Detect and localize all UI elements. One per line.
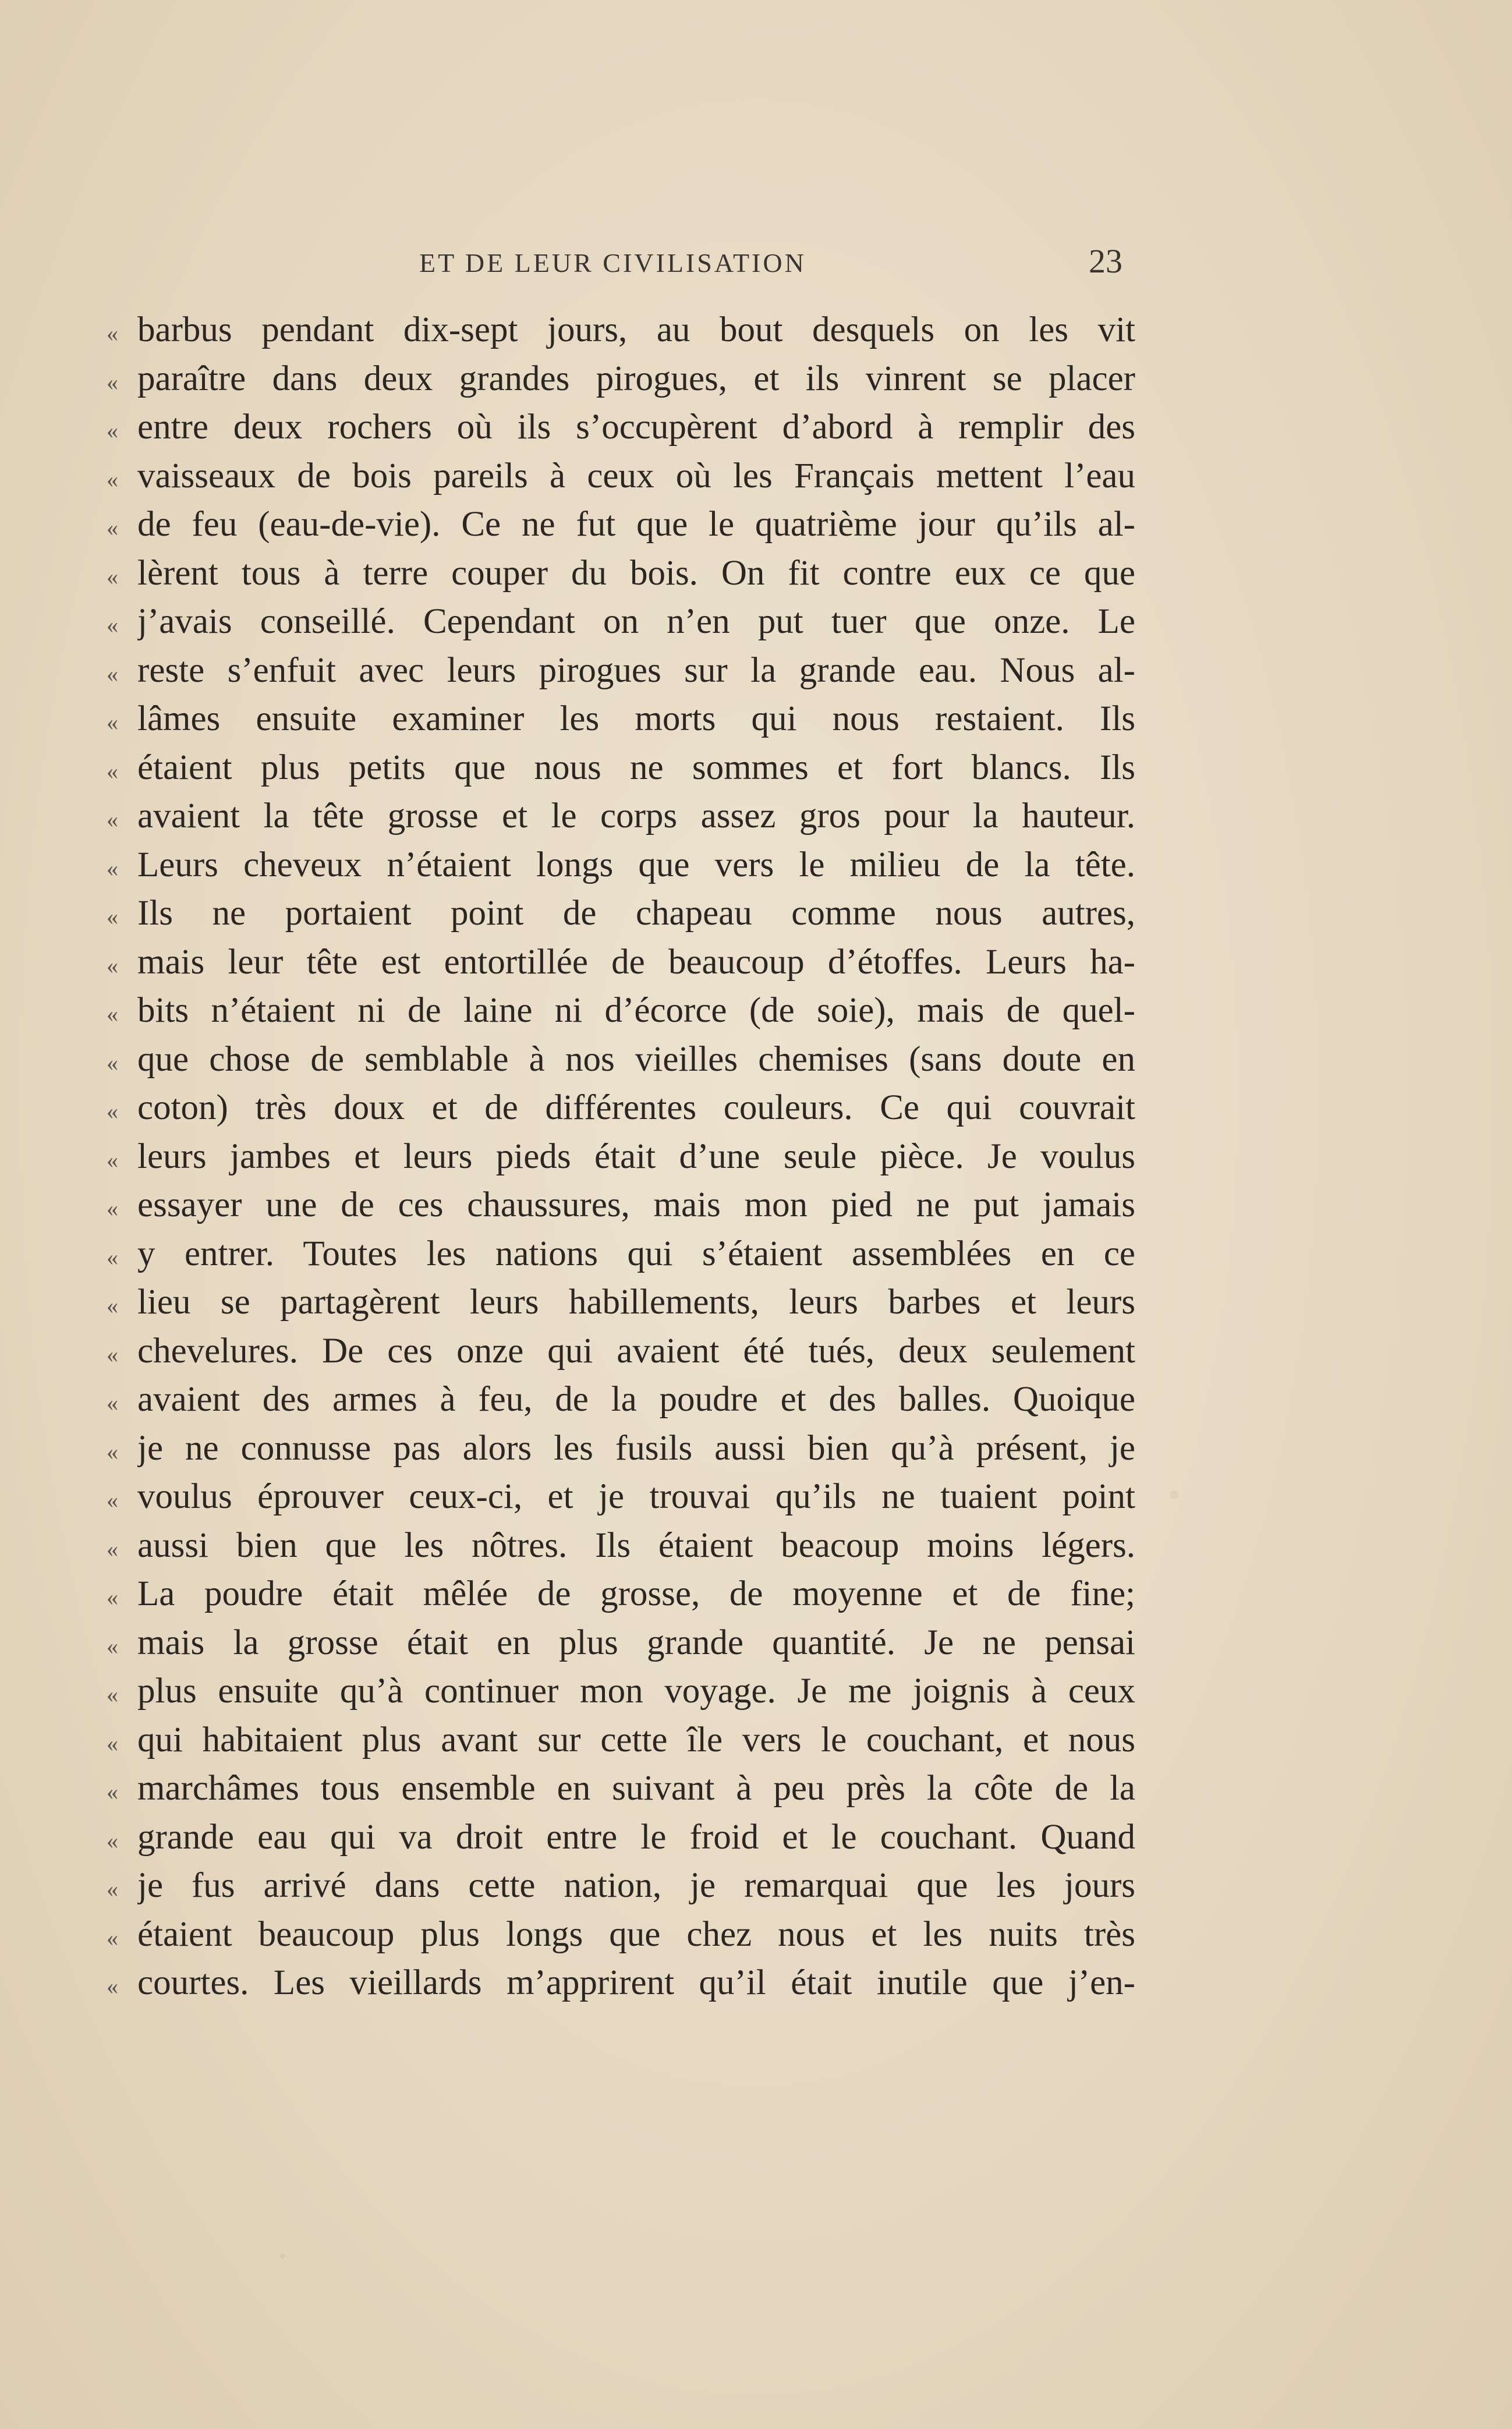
text-line	[87, 1959, 1135, 2007]
line-text: La poudre était mêlée de grosse, de moyenne et de fine;	[137, 1574, 1135, 1613]
line-text: avaient la tête grosse et le corps assez gros pour la hauteur.	[137, 796, 1135, 835]
quote-mark: «	[107, 515, 118, 541]
line-text: Leurs cheveux n’étaient longs que vers le milieu de la tête.	[137, 845, 1135, 884]
text-line	[87, 1375, 1135, 1424]
text-line	[87, 841, 1135, 890]
quote-mark: «	[107, 660, 118, 687]
line-text: bits n’étaient ni de laine ni d’écorce (de soie), mais de quel-	[137, 991, 1135, 1030]
line-text: entre deux rochers où ils s’occupèrent d’abord à remplir des	[137, 408, 1135, 447]
quote-mark: «	[107, 1876, 118, 1902]
text-line	[87, 1424, 1135, 1473]
line-text: lèrent tous à terre couper du bois. On fit contre eux ce que	[137, 553, 1135, 593]
quote-mark: «	[107, 320, 118, 346]
quote-mark: «	[107, 1487, 118, 1513]
text-line	[87, 646, 1135, 695]
line-text: coton) très doux et de différentes couleurs. Ce qui couvrait	[137, 1088, 1135, 1127]
text-line	[87, 1472, 1135, 1521]
quote-mark: «	[107, 757, 118, 784]
text-line	[87, 1132, 1135, 1181]
running-title: ET DE LEUR CIVILISATION	[419, 248, 806, 278]
text-line	[87, 986, 1135, 1035]
line-text: barbus pendant dix-sept jours, au bout desquels on les vit	[137, 310, 1135, 349]
quote-mark: «	[107, 904, 118, 930]
text-line	[87, 889, 1135, 938]
line-text: marchâmes tous ensemble en suivant à peu près la côte de la	[137, 1769, 1135, 1808]
line-text: voulus éprouver ceux-ci, et je trouvai qu’ils ne tuaient point	[137, 1477, 1135, 1516]
page-number: 23	[1089, 242, 1123, 280]
line-text: j’avais conseillé. Cependant on n’en put tuer que onze. Le	[137, 602, 1135, 641]
quote-mark: «	[107, 1535, 118, 1562]
body-text	[87, 306, 1135, 2007]
line-text: Ils ne portaient point de chapeau comme nous autres,	[137, 894, 1135, 933]
paper-stain	[1170, 1490, 1178, 1499]
quote-mark: «	[107, 1827, 118, 1854]
line-text: lâmes ensuite examiner les morts qui nous restaient. Ils	[137, 699, 1135, 738]
text-line	[87, 306, 1135, 355]
quote-mark: «	[107, 1098, 118, 1124]
text-line	[87, 549, 1135, 598]
paper-stain	[279, 2253, 285, 2259]
line-text: y entrer. Toutes les nations qui s’étaient assemblées en ce	[137, 1234, 1135, 1273]
text-line	[87, 792, 1135, 841]
quote-mark: «	[107, 806, 118, 833]
line-text: lieu se partagèrent leurs habillements, leurs barbes et leurs	[137, 1283, 1135, 1322]
text-line	[87, 695, 1135, 743]
text-line	[87, 500, 1135, 549]
text-line	[87, 1327, 1135, 1376]
quote-mark: «	[107, 1001, 118, 1027]
text-line	[87, 1813, 1135, 1862]
quote-mark: «	[107, 1730, 118, 1757]
quote-mark: «	[107, 1681, 118, 1708]
quote-mark: «	[107, 466, 118, 493]
quote-mark: «	[107, 1049, 118, 1076]
line-text: aussi bien que les nôtres. Ils étaient beacoup moins légers.	[137, 1525, 1135, 1565]
line-text: qui habitaient plus avant sur cette île vers le couchant, et nous	[137, 1720, 1135, 1759]
line-text: reste s’enfuit avec leurs pirogues sur la grande eau. Nous al-	[137, 650, 1135, 690]
text-line	[87, 1035, 1135, 1084]
quote-mark: «	[107, 1244, 118, 1270]
text-line	[87, 1230, 1135, 1279]
quote-mark: «	[107, 1779, 118, 1805]
quote-mark: «	[107, 417, 118, 444]
line-text: courtes. Les vieillards m’apprirent qu’il était inutile que j’en-	[137, 1963, 1135, 2002]
quote-mark: «	[107, 563, 118, 590]
quote-mark: «	[107, 1341, 118, 1368]
quote-mark: «	[107, 855, 118, 881]
text-line	[87, 938, 1135, 987]
text-line	[87, 1570, 1135, 1619]
text-line	[87, 403, 1135, 452]
quote-mark: «	[107, 1293, 118, 1319]
line-text: que chose de semblable à nos vieilles chemises (sans doute en	[137, 1039, 1135, 1079]
quote-mark: «	[107, 952, 118, 979]
text-line	[87, 355, 1135, 403]
quote-mark: «	[107, 612, 118, 638]
line-text: je fus arrivé dans cette nation, je remarquai que les jours	[137, 1866, 1135, 1905]
quote-mark: «	[107, 369, 118, 395]
quote-mark: «	[107, 709, 118, 735]
text-line	[87, 1521, 1135, 1570]
text-line	[87, 1278, 1135, 1327]
quote-mark: «	[107, 1584, 118, 1610]
text-line	[87, 1667, 1135, 1716]
text-line	[87, 1084, 1135, 1132]
text-line	[87, 597, 1135, 646]
line-text: de feu (eau-de-vie). Ce ne fut que le quatrième jour qu’ils al-	[137, 505, 1135, 544]
line-text: étaient beaucoup plus longs que chez nous et les nuits très	[137, 1914, 1135, 1954]
text-line	[87, 1861, 1135, 1910]
quote-mark: «	[107, 1146, 118, 1173]
line-text: mais leur tête est entortillée de beaucoup d’étoffes. Leurs ha-	[137, 942, 1135, 982]
text-line	[87, 1764, 1135, 1813]
line-text: avaient des armes à feu, de la poudre et des balles. Quoique	[137, 1380, 1135, 1419]
line-text: étaient plus petits que nous ne sommes et fort blancs. Ils	[137, 748, 1135, 787]
line-text: vaisseaux de bois pareils à ceux où les Français mettent l’eau	[137, 456, 1135, 495]
text-line	[87, 1181, 1135, 1230]
text-line	[87, 1910, 1135, 1959]
quote-mark: «	[107, 1973, 118, 1999]
quote-mark: «	[107, 1438, 118, 1465]
line-text: grande eau qui va droit entre le froid et le couchant. Quand	[137, 1817, 1135, 1857]
quote-mark: «	[107, 1390, 118, 1416]
text-line	[87, 452, 1135, 501]
line-text: chevelures. De ces onze qui avaient été tués, deux seulement	[137, 1331, 1135, 1371]
line-text: paraître dans deux grandes pirogues, et ils vinrent se placer	[137, 359, 1135, 398]
quote-mark: «	[107, 1924, 118, 1951]
line-text: je ne connusse pas alors les fusils aussi bien qu’à présent, je	[137, 1428, 1135, 1468]
quote-mark: «	[107, 1633, 118, 1659]
line-text: leurs jambes et leurs pieds était d’une seule pièce. Je voulus	[137, 1136, 1135, 1176]
text-line	[87, 1716, 1135, 1765]
line-text: essayer une de ces chaussures, mais mon pied ne put jamais	[137, 1185, 1135, 1224]
text-line	[87, 1619, 1135, 1667]
quote-mark: «	[107, 1195, 118, 1221]
text-line	[87, 743, 1135, 792]
line-text: mais la grosse était en plus grande quantité. Je ne pensai	[137, 1623, 1135, 1662]
line-text: plus ensuite qu’à continuer mon voyage. Je me joignis à ceux	[137, 1672, 1135, 1711]
